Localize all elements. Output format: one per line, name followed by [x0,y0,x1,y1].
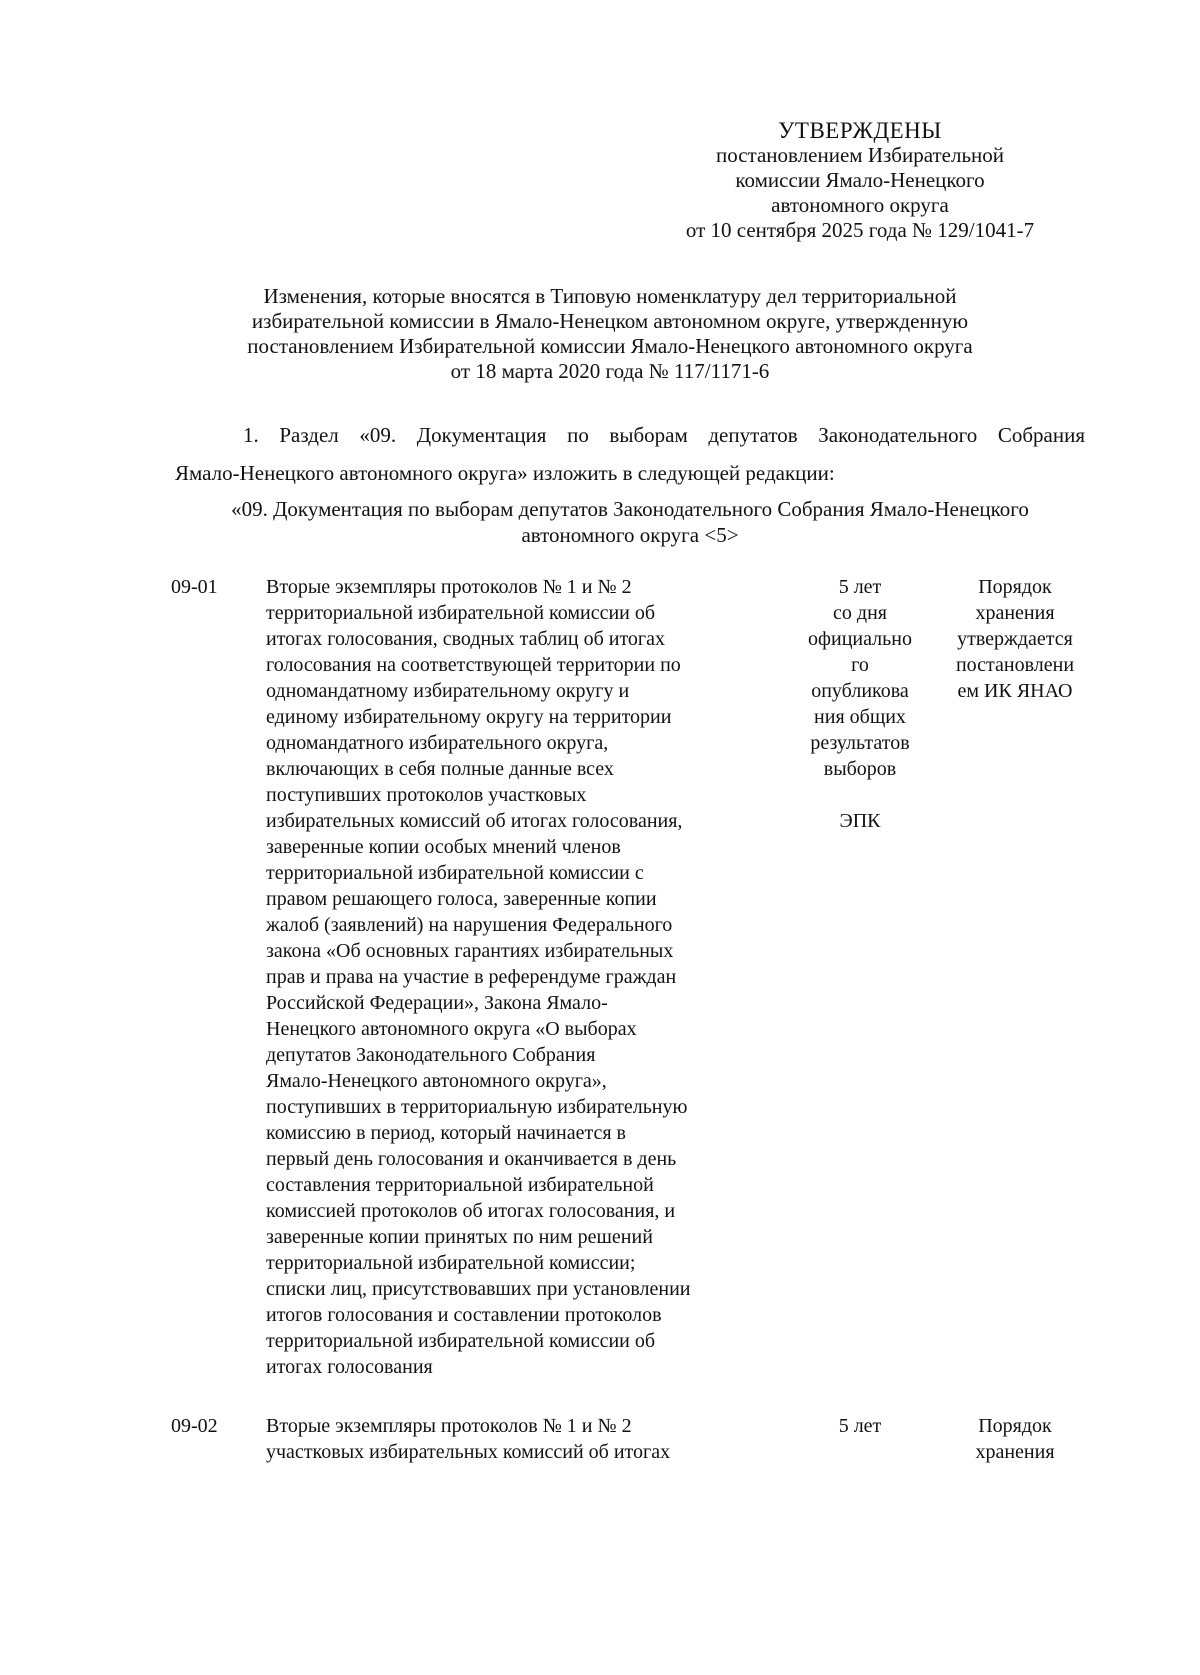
description-line: заверенные копии принятых по ним решений [266,1226,653,1248]
paragraph-1-line-2: Ямало-Ненецкого автономного округа» изложить в следующей редакции: [175,461,835,485]
approval-line: от 10 сентября 2025 года № 129/1041-7 [685,218,1035,242]
epk-mark: ЭПК [839,810,881,832]
description-line: правом решающего голоса, заверенные копии [266,888,657,910]
description-line: комиссией протоколов об итогах голосования, и [266,1200,676,1222]
paragraph-1 [175,416,1085,492]
description-line: Вторые экземпляры протоколов № 1 и № 2 [266,1415,632,1437]
document-title [180,284,1040,384]
description-line: территориальной избирательной комиссии об [266,602,656,624]
note-line: Порядок [978,1415,1052,1437]
description-line: поступивших протоколов участковых [266,784,587,806]
description-line: комиссию в период, который начинается в [266,1122,626,1144]
term-line: ния общих [814,706,906,728]
approval-line: автономного округа [771,193,949,217]
description-line: итогов голосования и составлении протоколов [266,1304,662,1326]
section-heading [175,496,1085,548]
term-line: го [851,654,869,676]
term-line: выборов [823,758,897,780]
section-heading-line: «09. Документация по выборам депутатов Законодательного Собрания Ямало-Ненецкого [231,497,1029,521]
description-line: Российской Федерации», Закона Ямало- [266,992,608,1014]
title-line: Изменения, которые вносятся в Типовую номенклатуру дел территориальной [263,284,957,308]
description-line: территориальной избирательной комиссии с [266,862,644,884]
description-line: голосования на соответствующей территории по [266,654,681,676]
description-line: одномандатному избирательному округу и [266,680,630,702]
row-description [266,1413,766,1465]
description-line: составления территориальной избирательной [266,1174,654,1196]
description-line: первый день голосования и оканчивается в день [266,1148,677,1170]
description-line: итогах голосования, сводных таблиц об итогах [266,628,666,650]
row-note [945,1413,1085,1465]
term-line: официально [808,628,912,650]
note-line: ем ИК ЯНАО [957,680,1073,702]
note-line: хранения [975,1441,1055,1463]
term-line: опубликова [811,680,909,702]
description-line: итогах голосования [266,1356,433,1378]
note-line: постановлени [955,654,1075,676]
row-description [266,574,766,1380]
description-line: Ненецкого автономного округа «О выборах [266,1018,637,1040]
description-line: поступивших в территориальную избирательную [266,1096,688,1118]
description-line: включающих в себя полные данные всех [266,758,614,780]
paragraph-1-line-1: 1. Раздел «09. Документация по выборам депутатов Законодательного Собрания [243,423,1085,447]
term-line: 5 лет [838,1415,882,1437]
description-line: заверенные копии особых мнений членов [266,836,621,858]
approval-line: комиссии Ямало-Ненецкого [735,168,985,192]
note-line: хранения [975,602,1055,624]
row-storage-term [790,574,930,834]
description-line: единому избирательному округу на территории [266,706,672,728]
term-line: результатов [810,732,910,754]
description-line: Вторые экземпляры протоколов № 1 и № 2 [266,576,632,598]
row-code: 09-01 [171,576,218,598]
description-line: Ямало-Ненецкого автономного округа», [266,1070,607,1092]
description-line: избирательных комиссий об итогах голосования, [266,810,683,832]
term-line: 5 лет [838,576,882,598]
description-line: депутатов Законодательного Собрания [266,1044,596,1066]
note-line: утверждается [957,628,1073,650]
approval-block [660,118,1060,243]
title-line: от 18 марта 2020 года № 117/1171-6 [450,359,770,383]
title-line: избирательной комиссии в Ямало-Ненецком автономном округе, утвержденную [251,309,969,333]
description-line: участковых избирательных комиссий об итогах [266,1441,671,1463]
description-line: закона «Об основных гарантиях избирательных [266,940,674,962]
row-storage-term [790,1413,930,1439]
approval-heading: УТВЕРЖДЕНЫ [778,118,942,143]
description-line: территориальной избирательной комиссии об [266,1330,656,1352]
row-note [945,574,1085,704]
description-line: прав и права на участие в референдуме граждан [266,966,677,988]
term-line: со дня [833,602,887,624]
title-line: постановлением Избирательной комиссии Ямало-Ненецкого автономного округа [247,334,973,358]
section-heading-line: автономного округа <5> [521,523,739,547]
approval-line: постановлением Избирательной [715,143,1005,167]
description-line: одномандатного избирательного округа, [266,732,609,754]
description-line: территориальной избирательной комиссии; [266,1252,636,1274]
description-line: списки лиц, присутствовавших при установлении [266,1278,691,1300]
description-line: жалоб (заявлений) на нарушения Федерального [266,914,673,936]
note-line: Порядок [978,576,1052,598]
row-code: 09-02 [171,1415,218,1437]
